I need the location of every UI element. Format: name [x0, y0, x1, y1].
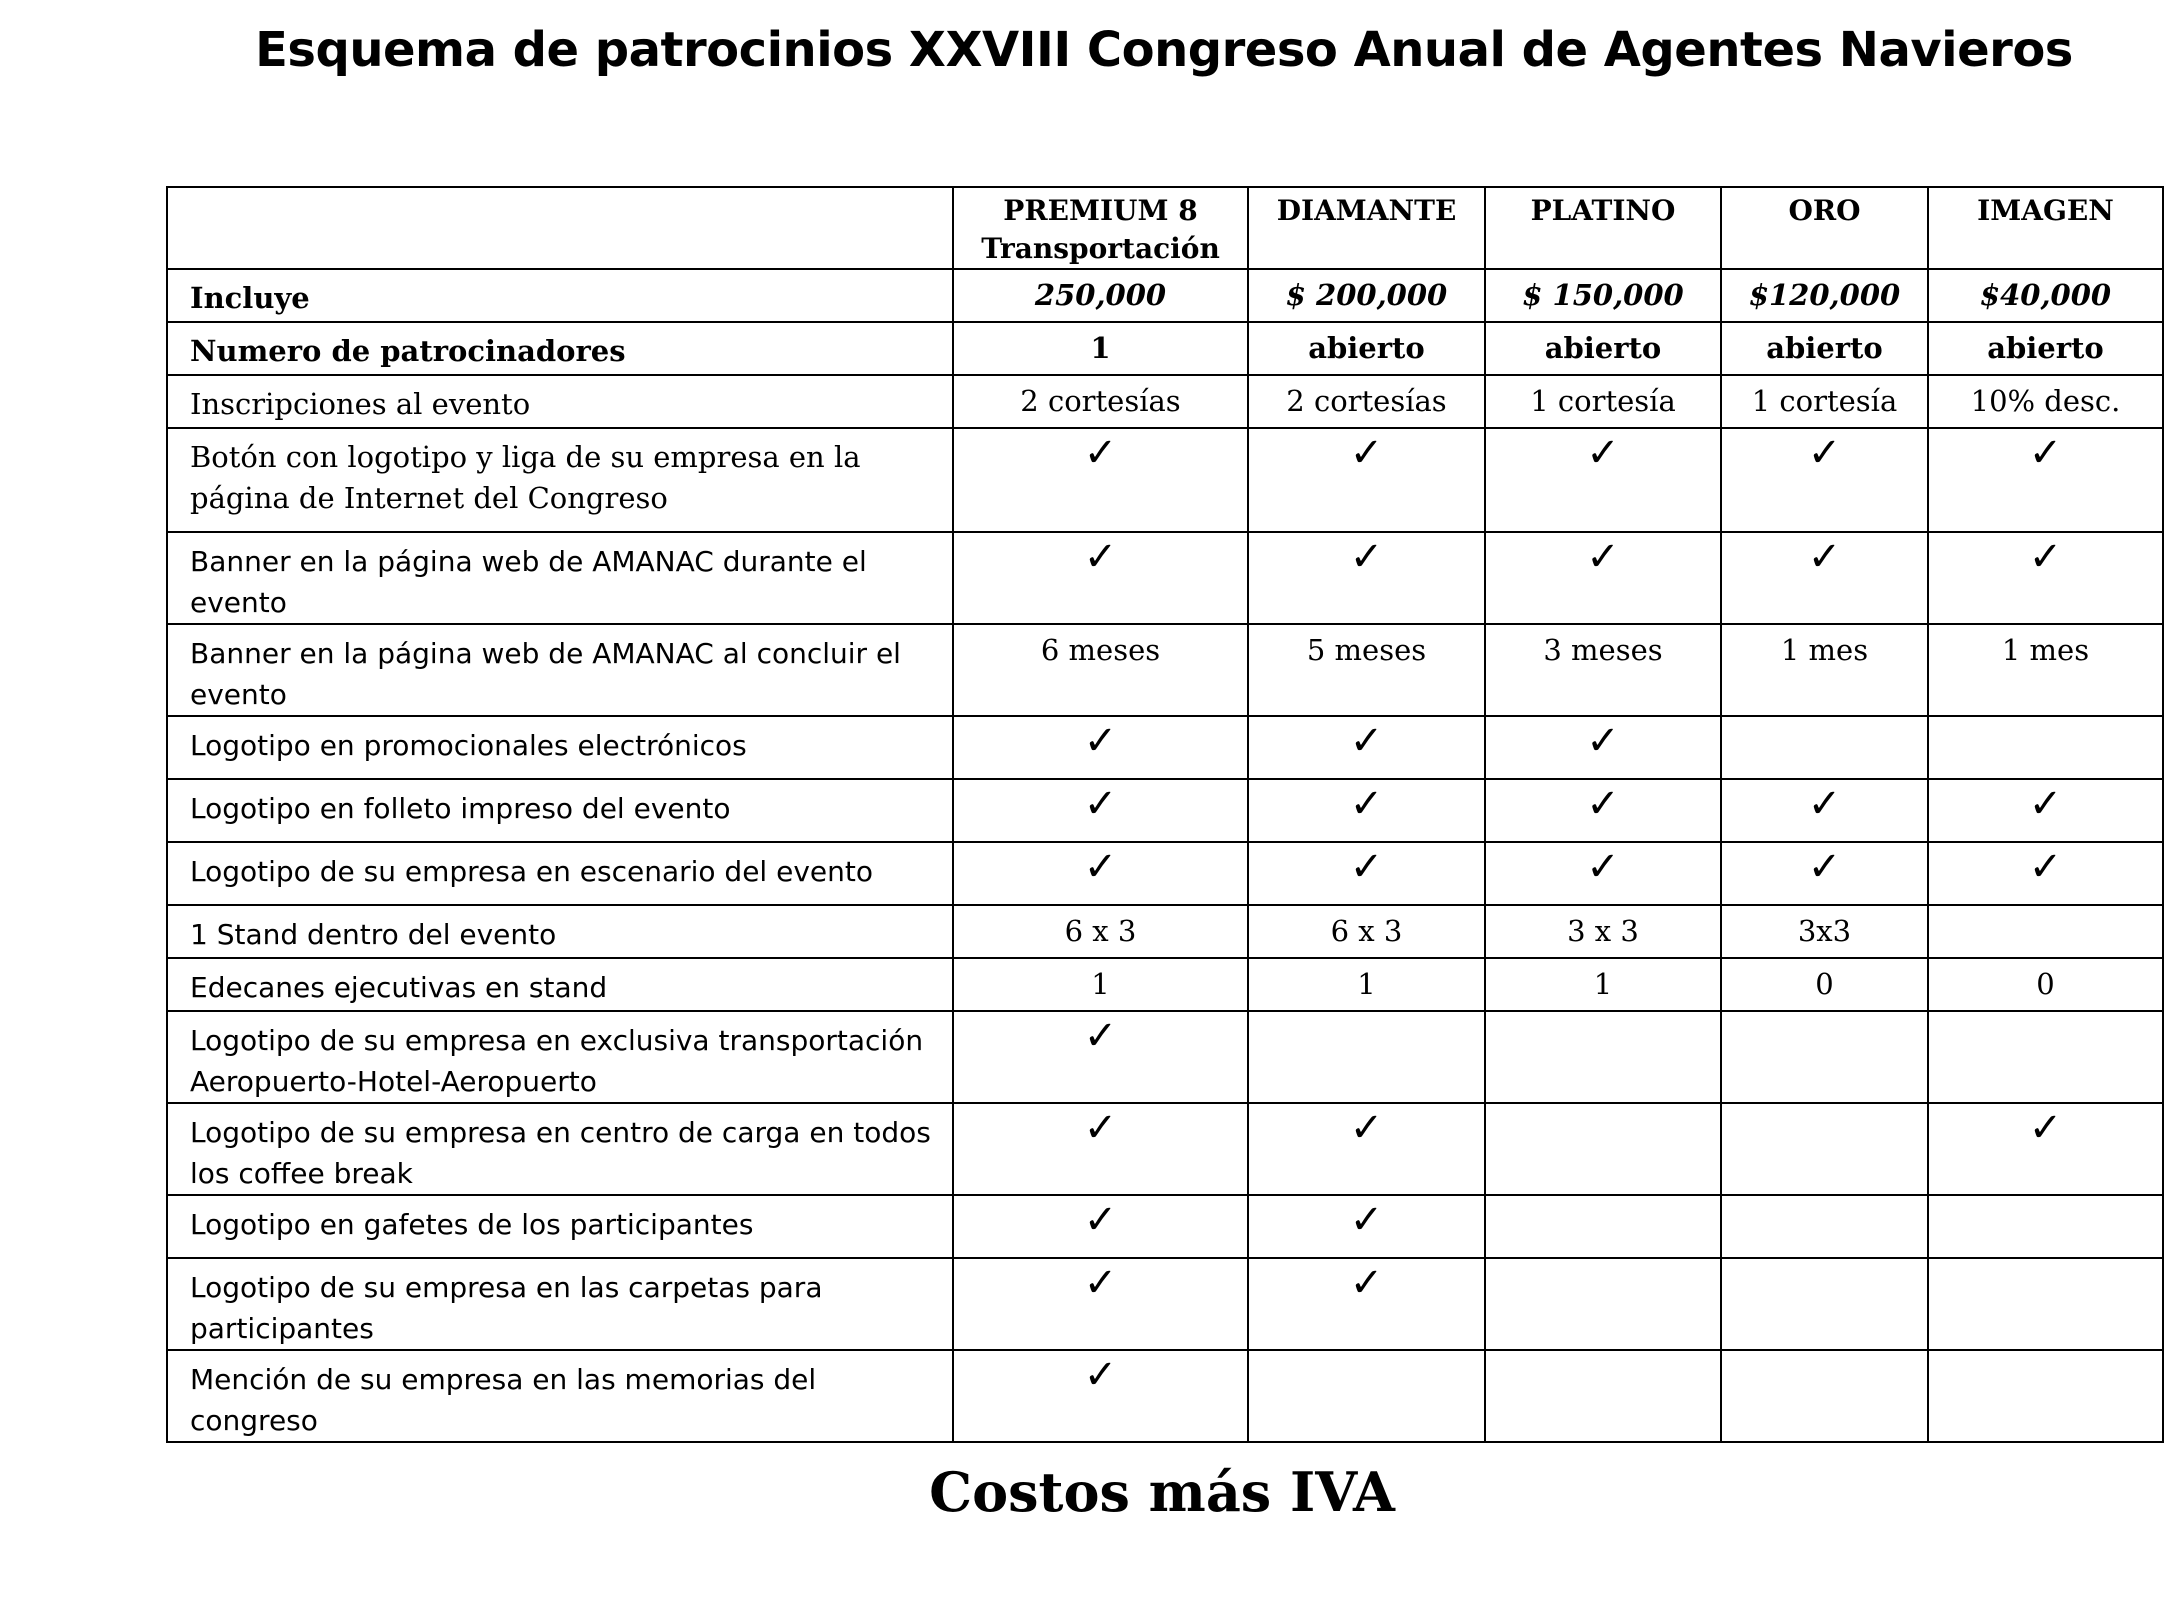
check-cell [1721, 1011, 1928, 1103]
check-cell [1928, 1103, 2163, 1195]
check-cell [1485, 1258, 1721, 1350]
price-cell: $120,000 [1721, 269, 1928, 322]
value-cell: 6 x 3 [1248, 905, 1485, 958]
feature-row [167, 1195, 2163, 1258]
value-cell: 1 cortesía [1485, 375, 1721, 428]
check-cell [1928, 532, 2163, 624]
col-header-name: DIAMANTE [1276, 194, 1457, 227]
check-icon: ✓ [1349, 1105, 1384, 1151]
check-cell [1248, 1011, 1485, 1103]
row-label: Logotipo en gafetes de los participantes [167, 1195, 953, 1258]
check-cell [1485, 428, 1721, 532]
value-cell: 1 [953, 958, 1248, 1011]
row-label: Logotipo de su empresa en exclusiva transportación Aeropuerto-Hotel-Aeropuerto [167, 1011, 953, 1103]
check-cell [1485, 1350, 1721, 1442]
check-icon: ✓ [1807, 781, 1842, 827]
price-cell: $40,000 [1928, 269, 2163, 322]
check-icon: ✓ [1083, 1260, 1118, 1306]
check-cell [1248, 1103, 1485, 1195]
check-icon: ✓ [2028, 534, 2063, 580]
col-header-sub: Transportación [981, 232, 1220, 265]
col-header-premium [953, 187, 1248, 269]
check-cell [1485, 779, 1721, 842]
check-icon: ✓ [1083, 430, 1118, 476]
check-cell [1248, 842, 1485, 905]
value-cell: 6 meses [953, 624, 1248, 716]
check-cell [1485, 716, 1721, 779]
check-cell [1928, 1195, 2163, 1258]
check-icon: ✓ [1807, 534, 1842, 580]
feature-row [167, 375, 2163, 428]
check-icon: ✓ [1586, 430, 1620, 476]
feature-row [167, 1350, 2163, 1442]
feature-row [167, 624, 2163, 716]
check-cell [1248, 532, 1485, 624]
row-label: Incluye [167, 269, 953, 322]
check-cell [1248, 716, 1485, 779]
price-cell: $ 200,000 [1248, 269, 1485, 322]
check-cell [953, 532, 1248, 624]
check-cell [953, 842, 1248, 905]
check-cell [1721, 779, 1928, 842]
price-cell: $ 150,000 [1485, 269, 1721, 322]
check-icon: ✓ [1083, 781, 1118, 827]
row-label: Mención de su empresa en las memorias del congreso [167, 1350, 953, 1442]
check-cell [1721, 1350, 1928, 1442]
check-cell [1928, 1350, 2163, 1442]
feature-row [167, 842, 2163, 905]
check-cell [1248, 428, 1485, 532]
sponsors-cell: abierto [1721, 322, 1928, 375]
col-header-oro [1721, 187, 1928, 269]
feature-row [167, 779, 2163, 842]
col-header-name: IMAGEN [1977, 194, 2114, 227]
sponsors-cell: 1 [953, 322, 1248, 375]
feature-row [167, 716, 2163, 779]
check-cell [953, 1103, 1248, 1195]
check-icon: ✓ [1083, 1197, 1118, 1243]
check-cell [1485, 1011, 1721, 1103]
check-icon: ✓ [1586, 718, 1620, 764]
check-icon: ✓ [1083, 534, 1118, 580]
check-icon: ✓ [1349, 430, 1384, 476]
check-icon: ✓ [1083, 1352, 1118, 1398]
check-icon: ✓ [1083, 1105, 1118, 1151]
check-icon: ✓ [1349, 534, 1384, 580]
check-icon: ✓ [1349, 781, 1384, 827]
row-label: Logotipo en folleto impreso del evento [167, 779, 953, 842]
row-label: 1 Stand dentro del evento [167, 905, 953, 958]
value-cell: 1 mes [1928, 624, 2163, 716]
feature-row [167, 1103, 2163, 1195]
check-icon: ✓ [1349, 844, 1384, 890]
sponsors-cell: abierto [1928, 322, 2163, 375]
check-cell [953, 1350, 1248, 1442]
col-header-name: PLATINO [1530, 194, 1676, 227]
col-header-name: PREMIUM 8 [1003, 194, 1198, 227]
check-cell [1485, 1195, 1721, 1258]
feature-row [167, 1258, 2163, 1350]
check-icon: ✓ [1586, 534, 1620, 580]
row-label: Logotipo de su empresa en escenario del evento [167, 842, 953, 905]
col-header-imagen [1928, 187, 2163, 269]
check-cell [953, 1258, 1248, 1350]
check-cell [953, 716, 1248, 779]
check-cell [1721, 532, 1928, 624]
row-label: Logotipo en promocionales electrónicos [167, 716, 953, 779]
check-cell [1928, 428, 2163, 532]
check-cell [953, 428, 1248, 532]
feature-row [167, 532, 2163, 624]
sponsors-cell: abierto [1485, 322, 1721, 375]
check-cell [1248, 1350, 1485, 1442]
check-icon: ✓ [1586, 844, 1620, 890]
row-label: Logotipo de su empresa en centro de carga en todos los coffee break [167, 1103, 953, 1195]
value-cell: 10% desc. [1928, 375, 2163, 428]
page-title: Esquema de patrocinios XXVIII Congreso Anual de Agentes Navieros [255, 22, 2073, 78]
value-cell: 6 x 3 [953, 905, 1248, 958]
price-row [167, 269, 2163, 322]
header-empty-cell [167, 187, 953, 269]
value-cell [1928, 905, 2163, 958]
feature-row [167, 905, 2163, 958]
row-label: Inscripciones al evento [167, 375, 953, 428]
header-row [167, 187, 2163, 269]
feature-row [167, 428, 2163, 532]
value-cell: 1 mes [1721, 624, 1928, 716]
check-cell [1721, 716, 1928, 779]
check-icon: ✓ [2028, 844, 2063, 890]
check-cell [1248, 1258, 1485, 1350]
row-label: Logotipo de su empresa en las carpetas para participantes [167, 1258, 953, 1350]
check-cell [953, 1011, 1248, 1103]
sponsorship-table [166, 186, 2164, 1443]
value-cell: 3 x 3 [1485, 905, 1721, 958]
col-header-platino [1485, 187, 1721, 269]
value-cell: 5 meses [1248, 624, 1485, 716]
row-label: Numero de patrocinadores [167, 322, 953, 375]
check-icon: ✓ [2028, 781, 2063, 827]
check-icon: ✓ [1349, 1260, 1384, 1306]
value-cell: 2 cortesías [953, 375, 1248, 428]
check-icon: ✓ [1083, 718, 1118, 764]
feature-row [167, 958, 2163, 1011]
check-cell [1721, 1258, 1928, 1350]
check-cell [953, 1195, 1248, 1258]
check-cell [1721, 842, 1928, 905]
check-icon: ✓ [1349, 718, 1384, 764]
check-cell [1928, 779, 2163, 842]
check-cell [1928, 1258, 2163, 1350]
check-cell [1248, 779, 1485, 842]
check-cell [1248, 1195, 1485, 1258]
value-cell: 1 cortesía [1721, 375, 1928, 428]
value-cell: 3x3 [1721, 905, 1928, 958]
check-cell [1721, 428, 1928, 532]
value-cell: 2 cortesías [1248, 375, 1485, 428]
check-icon: ✓ [1083, 844, 1118, 890]
value-cell: 3 meses [1485, 624, 1721, 716]
check-cell [1928, 1011, 2163, 1103]
row-label: Banner en la página web de AMANAC durante el evento [167, 532, 953, 624]
value-cell: 0 [1928, 958, 2163, 1011]
col-header-name: ORO [1788, 194, 1861, 227]
check-cell [1928, 716, 2163, 779]
check-icon: ✓ [1807, 430, 1842, 476]
row-label: Edecanes ejecutivas en stand [167, 958, 953, 1011]
check-cell [1485, 1103, 1721, 1195]
check-icon: ✓ [2028, 1105, 2063, 1151]
check-icon: ✓ [1083, 1013, 1118, 1059]
price-cell: 250,000 [953, 269, 1248, 322]
row-label: Botón con logotipo y liga de su empresa en la página de Internet del Congreso [167, 428, 953, 532]
check-cell [1721, 1103, 1928, 1195]
check-icon: ✓ [1349, 1197, 1384, 1243]
check-icon: ✓ [2028, 430, 2063, 476]
check-cell [1928, 842, 2163, 905]
value-cell: 1 [1485, 958, 1721, 1011]
check-icon: ✓ [1586, 781, 1620, 827]
value-cell: 1 [1248, 958, 1485, 1011]
row-label: Banner en la página web de AMANAC al concluir el evento [167, 624, 953, 716]
check-cell [1721, 1195, 1928, 1258]
sponsors-cell: abierto [1248, 322, 1485, 375]
check-cell [1485, 842, 1721, 905]
value-cell: 0 [1721, 958, 1928, 1011]
sponsors-row [167, 322, 2163, 375]
check-icon: ✓ [1807, 844, 1842, 890]
feature-row [167, 1011, 2163, 1103]
footer-note: Costos más IVA [929, 1460, 1395, 1524]
check-cell [1485, 532, 1721, 624]
check-cell [953, 779, 1248, 842]
col-header-diamante [1248, 187, 1485, 269]
